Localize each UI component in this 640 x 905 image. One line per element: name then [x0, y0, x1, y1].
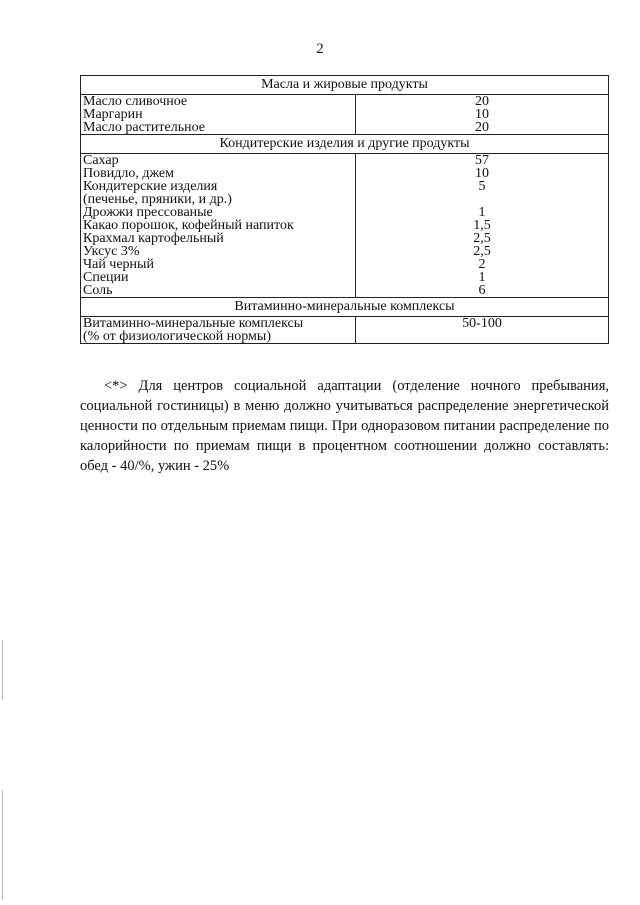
product-value [358, 330, 606, 343]
product-value: 2 [478, 257, 486, 272]
section-header-row [81, 298, 609, 317]
product-value: 1 [478, 270, 486, 285]
product-name: Сахар [83, 153, 119, 168]
section-title: Витаминно-минеральные комплексы [81, 298, 609, 317]
table-row [81, 317, 609, 344]
footnote-text: <*> Для центров социальной адаптации (отделение ночного пребывания, социальной гостиницы) в меню должно учитываться распределение энергетической ценности по отдельным приемам пищи. При одноразовом питании распределение по калорийности по приемам пищи в процентном соотношении должно составлять: обед - 40/%, ужин - 25% [80, 378, 609, 474]
product-name: Маргарин [83, 107, 143, 122]
product-names-cell [81, 95, 356, 135]
product-value: 10 [475, 107, 489, 122]
product-name: Дрожжи прессованые [83, 205, 213, 220]
product-name: Уксус 3% [83, 244, 140, 259]
product-value: 57 [475, 153, 489, 168]
scan-margin-line [2, 790, 3, 900]
product-name: Чай черный [83, 257, 154, 272]
table-row [81, 95, 609, 135]
product-value: 20 [475, 120, 489, 135]
product-value: 2,5 [473, 244, 491, 259]
product-name: Витаминно-минеральные комплексы [83, 316, 304, 331]
product-name: Масло растительное [83, 120, 205, 135]
page-number: 2 [316, 41, 324, 57]
food-norms-table [80, 75, 609, 344]
product-value: 5 [478, 179, 486, 194]
product-names-cell [81, 317, 356, 344]
product-value: 6 [478, 283, 486, 298]
product-name: Кондитерские изделия [83, 179, 218, 194]
section-title: Кондитерские изделия и другие продукты [81, 135, 609, 154]
product-value: 1,5 [473, 218, 491, 233]
product-name: Масло сливочное [83, 94, 188, 109]
scan-margin-line [2, 640, 3, 700]
product-value: 10 [475, 166, 489, 181]
product-values-cell [356, 95, 609, 135]
product-name: (% от физиологической нормы) [83, 329, 271, 344]
product-value: 50-100 [462, 316, 502, 331]
product-name: Повидло, джем [83, 166, 175, 181]
section-header-row [81, 135, 609, 154]
product-name: Какао порошок, кофейный напиток [83, 218, 294, 233]
product-names-cell [81, 154, 356, 298]
table-row [81, 154, 609, 298]
section-title: Масла и жировые продукты [81, 76, 609, 95]
product-value: 1 [478, 205, 486, 220]
product-name: Крахмал картофельный [83, 231, 224, 246]
product-name: Специи [83, 270, 129, 285]
footnote [80, 376, 609, 476]
product-name: (печенье, пряники, и др.) [83, 192, 232, 207]
product-values-cell [356, 317, 609, 344]
product-values-cell [356, 154, 609, 298]
product-value: 2,5 [473, 231, 491, 246]
product-name: Соль [83, 283, 113, 298]
section-header-row [81, 76, 609, 95]
product-value: 20 [475, 94, 489, 109]
